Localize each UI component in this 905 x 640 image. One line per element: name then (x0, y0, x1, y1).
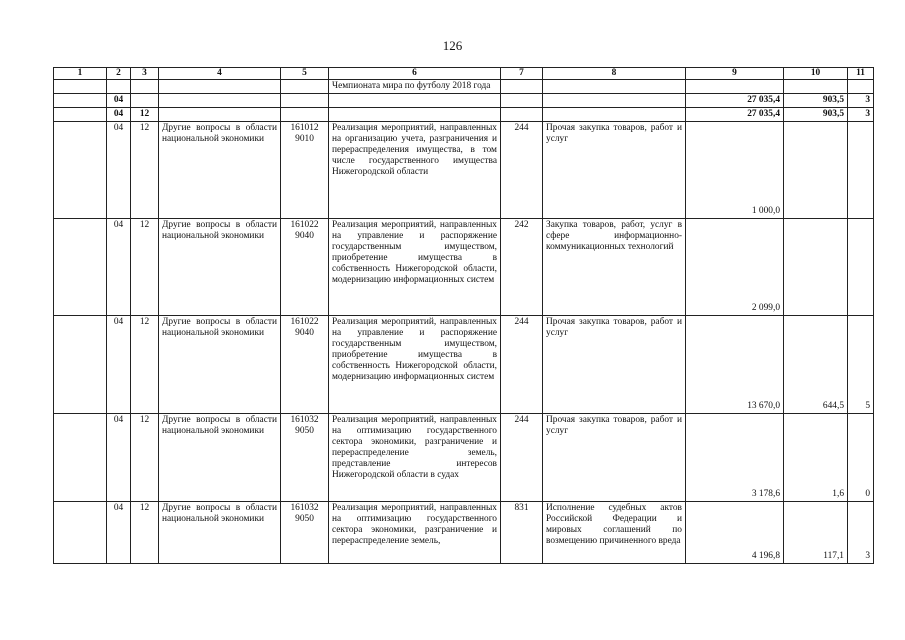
cell-subsection: 12 (131, 414, 159, 502)
cell-subsection: 12 (131, 122, 159, 219)
table-row-subtotal (54, 108, 874, 122)
table-row (54, 80, 874, 94)
cell-percent: 3 (848, 108, 874, 122)
column-header: 6 (329, 68, 501, 80)
cell-subsection: 12 (131, 316, 159, 414)
cell-section-name: Другие вопросы в области национальной экономики (159, 122, 281, 219)
cell-section-name: Другие вопросы в области национальной экономики (159, 316, 281, 414)
cell-section-name: Другие вопросы в области национальной экономики (159, 414, 281, 502)
cell-section-name: Другие вопросы в области национальной экономики (159, 502, 281, 564)
cell-section: 04 (107, 219, 131, 316)
table-header-row (54, 68, 874, 80)
cell-expense-name: Прочая закупка товаров, работ и услуг (543, 122, 686, 219)
cell-section: 04 (107, 414, 131, 502)
cell-section: 04 (107, 316, 131, 414)
table-row (54, 219, 874, 316)
cell-target-code: 161022 9040 (281, 219, 329, 316)
table-row (54, 122, 874, 219)
cell-expense-type: 831 (501, 502, 543, 564)
cell-amount-2: 903,5 (784, 108, 848, 122)
cell-target-code: 161012 9010 (281, 122, 329, 219)
cell-amount: 2 099,0 (686, 219, 784, 316)
cell-amount-2: 117,1 (784, 502, 848, 564)
column-header: 3 (131, 68, 159, 80)
cell-amount: 13 670,0 (686, 316, 784, 414)
column-header: 5 (281, 68, 329, 80)
cell-percent: 3 (848, 94, 874, 108)
cell-percent: 5 (848, 316, 874, 414)
cell-amount-2: 903,5 (784, 94, 848, 108)
cell-expense-name: Закупка товаров, работ, услуг в сфере информационно-коммуникационных технологий (543, 219, 686, 316)
cell-expense-name: Прочая закупка товаров, работ и услуг (543, 316, 686, 414)
cell-purpose: Реализация мероприятий, направленных на управление и распоряжение государственным имуществом, приобретение имущества в собственность Нижегородской области, модернизацию информационных систем (329, 219, 501, 316)
cell-expense-name: Прочая закупка товаров, работ и услуг (543, 414, 686, 502)
cell-amount: 4 196,8 (686, 502, 784, 564)
table-row (54, 414, 874, 502)
budget-table (53, 67, 874, 564)
column-header: 2 (107, 68, 131, 80)
cell-subsection: 12 (131, 219, 159, 316)
table-row (54, 502, 874, 564)
cell-purpose: Реализация мероприятий, направленных на оптимизацию государственного сектора экономики, разграничение и перераспределение земель, (329, 502, 501, 564)
column-header: 1 (54, 68, 107, 80)
cell-target-code: 161022 9040 (281, 316, 329, 414)
cell-purpose: Реализация мероприятий, направленных на оптимизацию государственного сектора экономики, разграничение и перераспределение земель, представление интересов Нижегородской области в судах (329, 414, 501, 502)
cell-expense-type: 242 (501, 219, 543, 316)
cell-subsection: 12 (131, 502, 159, 564)
cell-percent (848, 219, 874, 316)
cell-expense-name: Исполнение судебных актов Российской Федерации и мировых соглашений по возмещению причиненного вреда (543, 502, 686, 564)
cell-amount-2: 644,5 (784, 316, 848, 414)
table-row-subtotal (54, 94, 874, 108)
cell-amount-2: 1,6 (784, 414, 848, 502)
cell-percent: 3 (848, 502, 874, 564)
page-number: 126 (442, 38, 463, 53)
cell-purpose: Чемпионата мира по футболу 2018 года (329, 80, 501, 94)
cell-amount: 27 035,4 (686, 94, 784, 108)
cell-amount-2 (784, 122, 848, 219)
cell-section-name: Другие вопросы в области национальной экономики (159, 219, 281, 316)
cell-section: 04 (107, 502, 131, 564)
cell-purpose: Реализация мероприятий, направленных на организацию учета, разграничения и перераспределения имущества, в том числе государственного имущества Нижегородской области (329, 122, 501, 219)
cell-expense-type: 244 (501, 316, 543, 414)
cell-subsection: 12 (131, 108, 159, 122)
cell-target-code: 161032 9050 (281, 502, 329, 564)
cell-percent: 0 (848, 414, 874, 502)
cell-section: 04 (107, 94, 131, 108)
column-header: 9 (686, 68, 784, 80)
cell-percent (848, 122, 874, 219)
cell-amount: 3 178,6 (686, 414, 784, 502)
cell-amount: 1 000,0 (686, 122, 784, 219)
cell-section: 04 (107, 108, 131, 122)
cell-amount-2 (784, 219, 848, 316)
table-row (54, 316, 874, 414)
cell-expense-type: 244 (501, 122, 543, 219)
cell-section: 04 (107, 122, 131, 219)
column-header: 7 (501, 68, 543, 80)
column-header: 10 (784, 68, 848, 80)
column-header: 4 (159, 68, 281, 80)
cell-target-code: 161032 9050 (281, 414, 329, 502)
column-header: 11 (848, 68, 874, 80)
cell-purpose: Реализация мероприятий, направленных на управление и распоряжение государственным имуществом, приобретение имущества в собственность Нижегородской области, модернизацию информационных систем (329, 316, 501, 414)
column-header: 8 (543, 68, 686, 80)
cell-expense-type: 244 (501, 414, 543, 502)
cell-amount: 27 035,4 (686, 108, 784, 122)
